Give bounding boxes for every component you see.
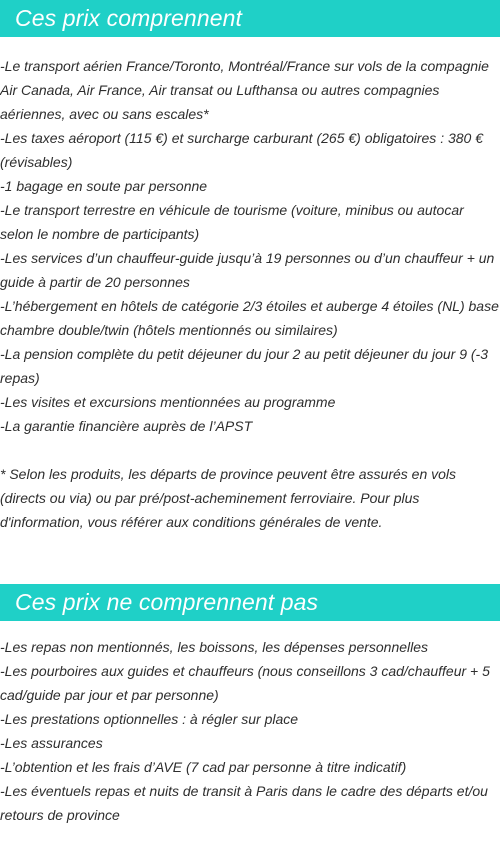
list-item: -Les services d’un chauffeur-guide jusqu’à 19 personnes ou d’un chauffeur + un guide à partir de 20 personnes: [0, 250, 495, 290]
list-item: -Les assurances: [0, 735, 103, 751]
excluded-section-title: Ces prix ne comprennent pas: [0, 584, 500, 621]
included-section-title: Ces prix comprennent: [0, 0, 500, 37]
footnote: * Selon les produits, les départs de province peuvent être assurés en vols (directs ou via) ou par pré/post-acheminement ferroviaire. Pour plus d'information, vous référer aux conditions générales de vente.: [0, 466, 457, 530]
list-item: -La pension complète du petit déjeuner du jour 2 au petit déjeuner du jour 9 (-3 repas): [0, 346, 488, 386]
list-item: -Le transport aérien France/Toronto, Montréal/France sur vols de la compagnie Air Canada, Air France, Air transat ou Lufthansa ou autres compagnies aériennes, avec ou sans escales*: [0, 58, 489, 122]
list-item: -L’hébergement en hôtels de catégorie 2/3 étoiles et auberge 4 étoiles (NL) base chambre double/twin (hôtels mentionnés ou similaires): [0, 298, 499, 338]
list-item: -L’obtention et les frais d’AVE (7 cad par personne à titre indicatif): [0, 759, 407, 775]
list-item: -Les prestations optionnelles : à régler sur place: [0, 711, 299, 727]
included-list: [0, 54, 500, 438]
list-item: -1 bagage en soute par personne: [0, 178, 208, 194]
list-item: -Les visites et excursions mentionnées au programme: [0, 394, 336, 410]
list-item: -Les éventuels repas et nuits de transit à Paris dans le cadre des départs et/ou retours de province: [0, 783, 488, 823]
excluded-list: [0, 635, 500, 827]
list-item: -Les taxes aéroport (115 €) et surcharge carburant (265 €) obligatoires : 380 € (révisables): [0, 130, 484, 170]
list-item: -Les repas non mentionnés, les boissons, les dépenses personnelles: [0, 639, 429, 655]
list-item: -La garantie financière auprès de l’APST: [0, 418, 253, 434]
list-item: -Les pourboires aux guides et chauffeurs (nous conseillons 3 cad/chauffeur + 5 cad/guide par jour et par personne): [0, 663, 490, 703]
list-item: -Le transport terrestre en véhicule de tourisme (voiture, minibus ou autocar selon le nombre de participants): [0, 202, 464, 242]
